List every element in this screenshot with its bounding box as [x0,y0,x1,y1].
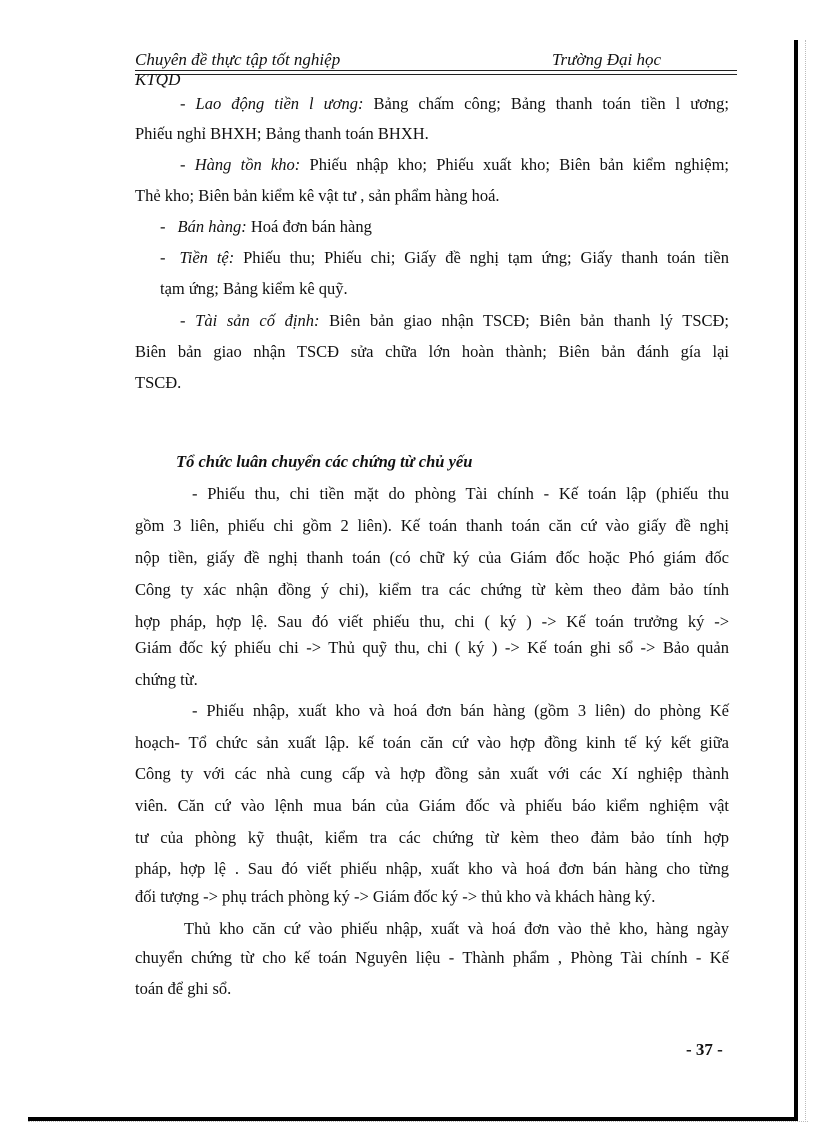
p2-line-1: hoạch- Tổ chức sản xuất lập. kế toán căn cứ vào hợp đồng kinh tế ký kết giữa [135,733,729,752]
line-inventory [135,155,729,175]
header-left: Chuyên đề thực tập tốt nghiệp [135,50,341,69]
text-cash: Phiếu thu; Phiếu chi; Giấy đề nghị tạm ứng; Giấy thanh toán tiền [243,248,729,267]
page-frame-bottom [28,1117,798,1121]
dash-cash: - [160,248,166,267]
label-labor: - Lao động tiền l ương: [180,94,364,113]
text-sales: Hoá đơn bán hàng [250,217,372,236]
line-7: tạm ứng; Bảng kiểm kê quỹ. [160,279,348,298]
p2-line-5: pháp, hợp lệ . Sau đó viết phiếu nhập, xuất kho và hoá đơn bán hàng cho từng [135,859,729,878]
p1-line-2: nộp tiền, giấy đề nghị thanh toán (có chữ ký của Giám đốc hoặc Phó giám đốc [135,548,729,567]
text-labor: Bảng chấm công; Bảng thanh toán tiền l ương; [373,94,729,113]
p1-line-4: hợp pháp, hợp lệ. Sau đó viết phiếu thu, chi ( ký ) -> Kế toán trưởng ký -> [135,612,729,631]
header-rule-thick [135,70,737,71]
label-sales: Bán hàng: [177,217,247,236]
text-fixed-assets: Biên bản giao nhận TSCĐ; Biên bản thanh lý TSCĐ; [329,311,729,330]
line-4: Thẻ kho; Biên bản kiểm kê vật tư , sản phẩm hàng hoá. [135,186,500,205]
p3-line-1: chuyển chứng từ cho kế toán Nguyên liệu - Thành phẩm , Phòng Tài chính - Kế [135,948,729,967]
header-rule-thin [135,74,737,75]
p2-line-4: tư của phòng kỹ thuật, kiểm tra các chứng từ kèm theo đảm bảo tính hợp [135,828,729,847]
page-frame-dotted-right [805,40,806,1120]
p2-line-0: - Phiếu nhập, xuất kho và hoá đơn bán hàng (gồm 3 liên) do phòng Kế [192,701,729,720]
header-continuation: KTQD [135,70,181,89]
line-2: Phiếu nghỉ BHXH; Bảng thanh toán BHXH. [135,124,429,143]
p1-line-0: - Phiếu thu, chi tiền mặt do phòng Tài chính - Kế toán lập (phiếu thu [192,484,729,503]
header-right: Trường Đại học [552,50,662,69]
line-9: Biên bản giao nhận TSCĐ sửa chữa lớn hoàn thành; Biên bản đánh gía lại [135,342,729,361]
p2-line-6: đối tượng -> phụ trách phòng ký -> Giám đốc ký -> thủ kho và khách hàng ký. [135,887,656,906]
label-cash: Tiền tệ: [179,248,235,267]
page-frame-right [794,40,798,1117]
line-10: TSCĐ. [135,373,182,392]
text-inventory: Phiếu nhập kho; Phiếu xuất kho; Biên bản kiểm nghiệm; [309,155,729,174]
line-sales [160,217,720,237]
p1-line-5: Giám đốc ký phiếu chi -> Thủ quỹ thu, chi ( ký ) -> Kế toán ghi sổ -> Bảo quản [135,638,729,657]
p1-line-1: gồm 3 liên, phiếu chi gồm 2 liên). Kế toán thanh toán căn cứ vào giấy đề nghị [135,516,729,535]
p2-line-2: Công ty với các nhà cung cấp và hợp đồng sản xuất với các Xí nghiệp thành [135,764,729,783]
line-labor [135,94,729,114]
page-frame-dotted-bottom [28,1121,808,1122]
line-fixed-assets [135,311,729,331]
dash-sales: - [160,217,166,236]
p3-line-2: toán để ghi sổ. [135,979,232,998]
label-fixed-assets: - Tài sản cố định: [180,311,320,330]
section-heading: Tổ chức luân chuyển các chứng từ chủ yếu [176,452,473,471]
label-inventory: - Hàng tồn kho: [180,155,301,174]
line-cash [160,248,729,268]
p3-line-0: Thủ kho căn cứ vào phiếu nhập, xuất và hoá đơn vào thẻ kho, hàng ngày [184,919,729,938]
p1-line-6: chứng từ. [135,670,198,689]
p1-line-3: Công ty xác nhận đồng ý chi), kiểm tra các chứng từ kèm theo đảm bảo tính [135,580,729,599]
page-number: - 37 - [686,1040,723,1059]
p2-line-3: viên. Căn cứ vào lệnh mua bán của Giám đốc và phiếu báo kiểm nghiệm vật [135,796,729,815]
